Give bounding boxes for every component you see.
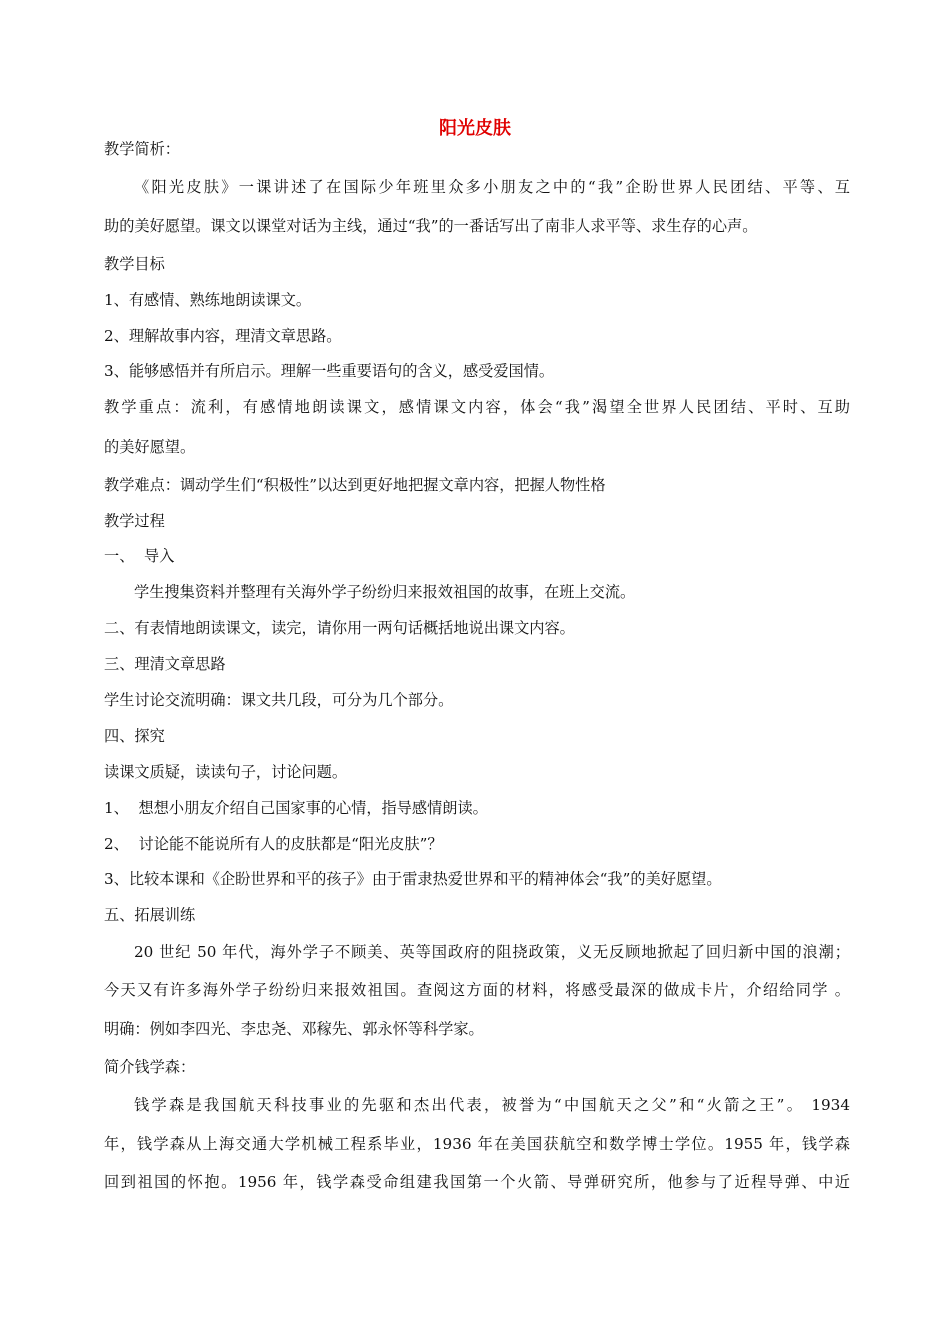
section-heading-qian: 简介钱学森： bbox=[104, 1058, 196, 1076]
paragraph-line-difficulties: 教学难点：调动学生们“积极性”以达到更好地把握文章内容，把握人物性格 bbox=[104, 476, 606, 494]
section-heading-analysis: 教学简析： bbox=[104, 140, 180, 158]
paragraph-line: 今天又有许多海外学子纷纷归来报效祖国。查阅这方面的材料，将感受最深的做成卡片，介绍给同学 。 bbox=[104, 981, 850, 999]
paragraph-line: 明确：例如李四光、李忠尧、邓稼先、郭永怀等科学家。 bbox=[104, 1020, 484, 1038]
list-item: 1、 想想小朋友介绍自己国家事的心情，指导感情朗读。 bbox=[104, 799, 488, 817]
list-item: 1、有感情、熟练地朗读课文。 bbox=[104, 291, 312, 309]
paragraph-line: 回到祖国的怀抱。1956 年，钱学森受命组建我国第一个火箭、导弹研究所，他参与了近程导弹、中近 bbox=[104, 1173, 850, 1191]
step-heading: 二、有表情地朗读课文，读完，请你用一两句话概括地说出课文内容。 bbox=[104, 619, 575, 637]
paragraph-line: 学生搜集资料并整理有关海外学子纷纷归来报效祖国的故事，在班上交流。 bbox=[134, 583, 636, 601]
list-item: 3、比较本课和《企盼世界和平的孩子》由于雷隶热爱世界和平的精神体会“我”的美好愿望。 bbox=[104, 870, 722, 888]
paragraph-line: 《阳光皮肤》一课讲述了在国际少年班里众多小朋友之中的“我”企盼世界人民团结、平等、互 bbox=[134, 178, 850, 196]
step-heading: 四、探究 bbox=[104, 727, 165, 745]
step-heading: 五、拓展训练 bbox=[104, 906, 196, 924]
list-item: 3、能够感悟并有所启示。理解一些重要语句的含义，感受爱国情。 bbox=[104, 362, 555, 380]
step-heading: 一、 导入 bbox=[104, 547, 175, 565]
document-title: 阳光皮肤 bbox=[439, 118, 511, 139]
paragraph-line: 20 世纪 50 年代，海外学子不顾美、英等国政府的阻挠政策，义无反顾地掀起了回归新中国的浪潮； bbox=[134, 943, 850, 961]
paragraph-line: 钱学森是我国航天科技事业的先驱和杰出代表，被誉为“中国航天之父”和“火箭之王”。 1934 bbox=[134, 1096, 850, 1114]
paragraph-line: 学生讨论交流明确：课文共几段，可分为几个部分。 bbox=[104, 691, 454, 709]
paragraph-line: 读课文质疑，读读句子，讨论问题。 bbox=[104, 763, 347, 781]
section-heading-goals: 教学目标 bbox=[104, 255, 165, 273]
paragraph-line-key-points: 教学重点：流利，有感情地朗读课文，感情课文内容，体会“我”渴望全世界人民团结、平时、互助 bbox=[104, 398, 850, 416]
paragraph-line: 助的美好愿望。课文以课堂对话为主线，通过“我”的一番话写出了南非人求平等、求生存的心声。 bbox=[104, 217, 758, 235]
section-heading-process: 教学过程 bbox=[104, 512, 165, 530]
list-item: 2、理解故事内容，理清文章思路。 bbox=[104, 327, 342, 345]
list-item: 2、 讨论能不能说所有人的皮肤都是“阳光皮肤”？ bbox=[104, 835, 443, 853]
paragraph-line: 的美好愿望。 bbox=[104, 438, 196, 456]
step-heading: 三、理清文章思路 bbox=[104, 655, 226, 673]
paragraph-line: 年，钱学森从上海交通大学机械工程系毕业，1936 年在美国获航空和数学博士学位。1955 年，钱学森 bbox=[104, 1135, 850, 1153]
